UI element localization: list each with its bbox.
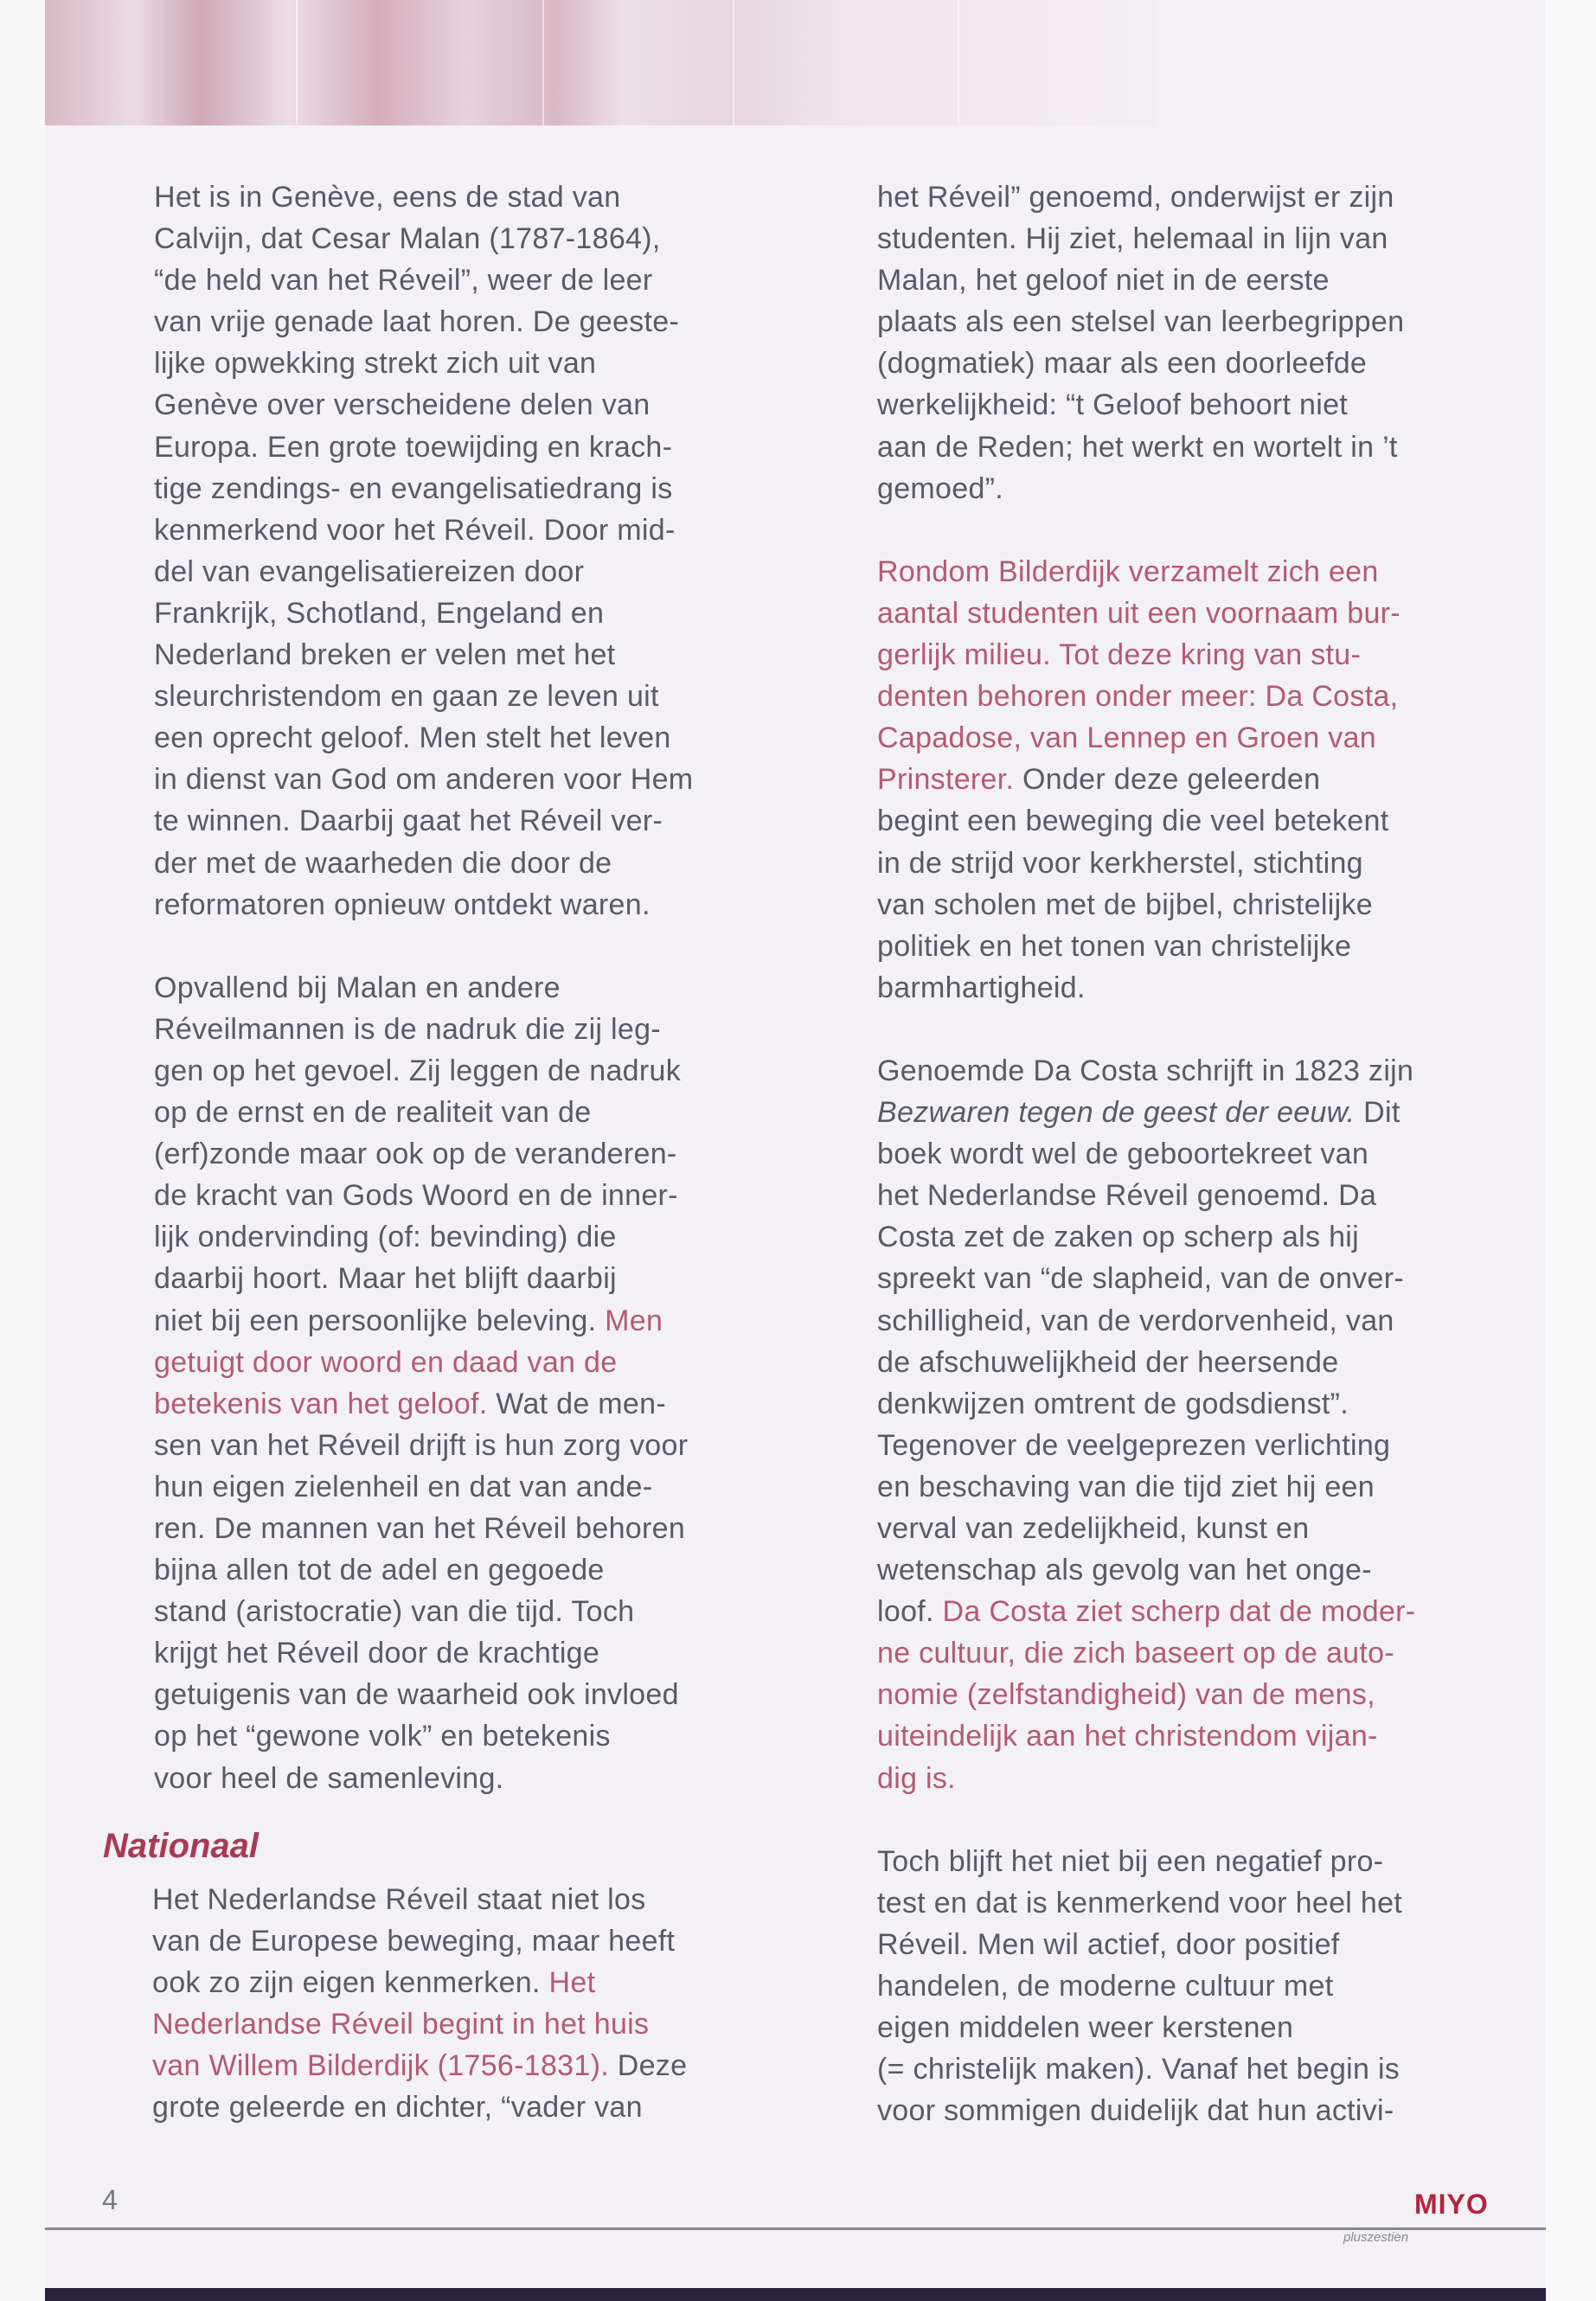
body-text: studenten. Hij ziet, helemaal in lijn van — [877, 222, 1388, 256]
body-text: van de Europese beweging, maar heeft — [152, 1925, 676, 1958]
body-text: verval van zedelijkheid, kunst en — [877, 1512, 1310, 1545]
text-line — [877, 384, 1415, 426]
body-text: Nederland breken er velen met het — [154, 638, 616, 672]
body-text: Costa zet de zaken op scherp als hij — [877, 1221, 1359, 1254]
text-line — [154, 1758, 693, 1799]
text-line — [877, 1758, 1415, 1799]
highlighted-text: getuigt door woord en daad van de — [154, 1345, 618, 1379]
highlighted-text: Capadose, van Lennep en Groen van — [877, 721, 1376, 755]
body-text: getuigenis van de waarheid ook invloed — [154, 1678, 679, 1712]
text-line — [877, 800, 1415, 842]
text-line — [154, 1425, 693, 1466]
body-text: Europa. Een grote toewijding en krach- — [154, 430, 673, 464]
text-line — [154, 676, 693, 717]
text-line — [877, 1591, 1415, 1632]
page-number: 4 — [102, 2184, 118, 2215]
body-text: stand (aristocratie) van die tijd. Toch — [154, 1595, 635, 1629]
body-text: boek wordt wel de geboortekreet van — [877, 1138, 1369, 1171]
body-text: handelen, de moderne cultuur met — [877, 1970, 1334, 2003]
body-text: ook zo zijn eigen kenmerken. — [152, 1966, 549, 2000]
body-text: bijna allen tot de adel en gegoede — [154, 1554, 605, 1587]
text-line — [877, 884, 1415, 926]
body-text: Calvijn, dat Cesar Malan (1787-1864), — [154, 222, 661, 256]
body-text: wetenschap als gevolg van het onge- — [877, 1554, 1372, 1587]
body-text: loof. — [877, 1595, 943, 1629]
text-line — [154, 717, 693, 759]
text-line — [154, 1092, 693, 1133]
body-text: reformatoren opnieuw ontdekt waren. — [154, 888, 651, 921]
body-text: van scholen met de bijbel, christelijke — [877, 888, 1373, 921]
text-line — [154, 967, 693, 1009]
text-line — [152, 2045, 687, 2086]
text-line — [154, 260, 693, 301]
body-text: ren. De mannen van het Réveil behoren — [154, 1512, 686, 1545]
text-line — [154, 800, 693, 842]
text-line — [877, 634, 1415, 676]
text-line — [154, 1632, 693, 1674]
text-line — [154, 1549, 693, 1591]
body-text: Malan, het geloof niet in de eerste — [877, 264, 1330, 298]
body-text: grote geleerde en dichter, “vader van — [152, 2091, 643, 2125]
text-line — [154, 1591, 693, 1632]
highlighted-text: uiteindelijk aan het christendom vijan- — [877, 1720, 1378, 1753]
highlighted-text: Het — [548, 1966, 596, 2000]
text-line — [877, 1674, 1415, 1715]
text-line — [154, 1508, 693, 1549]
magazine-logo-subtitle: pluszestien — [1343, 2230, 1409, 2245]
text-line — [154, 1216, 693, 1258]
right-column-text — [877, 176, 1415, 2131]
text-line — [877, 260, 1415, 301]
body-text: niet bij een persoonlijke beleving. — [154, 1304, 606, 1337]
text-line — [152, 1962, 687, 2003]
text-line — [154, 384, 693, 426]
paragraph-gap — [877, 510, 1415, 551]
body-text: lijk ondervinding (of: bevinding) die — [154, 1221, 617, 1254]
body-text: een oprecht geloof. Men stelt het leven — [154, 721, 671, 755]
text-line — [154, 1050, 693, 1092]
text-line — [154, 1715, 693, 1757]
text-line — [877, 1924, 1415, 1965]
body-text: gen op het gevoel. Zij leggen de nadruk — [154, 1054, 682, 1087]
body-text: daarbij hoort. Maar het blijft daarbij — [154, 1262, 617, 1296]
body-text: werkelijkheid: “t Geloof behoort niet — [877, 388, 1349, 422]
text-line — [154, 1342, 693, 1383]
text-line — [154, 634, 693, 676]
text-line — [877, 1175, 1415, 1216]
text-line — [877, 2048, 1415, 2090]
text-line — [877, 967, 1415, 1009]
text-line — [877, 1549, 1415, 1591]
body-text: sleurchristendom en gaan ze leven uit — [154, 680, 659, 714]
text-line — [877, 551, 1415, 593]
text-line — [154, 510, 693, 551]
body-text: de kracht van Gods Woord en de inner- — [154, 1179, 678, 1213]
paragraph-gap — [877, 1009, 1415, 1050]
highlighted-text: nomie (zelfstandigheid) van de mens, — [877, 1678, 1375, 1712]
body-text: der met de waarheden die door de — [154, 846, 612, 880]
highlighted-text: Nederlandse Réveil begint in het huis — [152, 2008, 650, 2041]
highlighted-text: denten behoren onder meer: Da Costa, — [877, 680, 1399, 714]
body-text: begint een beweging die veel betekent — [877, 804, 1389, 838]
body-text: op het “gewone volk” en betekenis — [154, 1720, 611, 1753]
body-text: te winnen. Daarbij gaat het Réveil ver- — [154, 804, 663, 838]
italic-title: Bezwaren tegen de geest der eeuw. — [877, 1096, 1356, 1130]
text-line — [154, 1175, 693, 1216]
text-line — [877, 1300, 1415, 1342]
text-line — [877, 1632, 1415, 1674]
body-text: het Nederlandse Réveil genoemd. Da — [877, 1179, 1377, 1213]
body-text: Genoemde Da Costa schrijft in 1823 zijn — [877, 1054, 1414, 1087]
text-line — [877, 1841, 1415, 1882]
body-text: (dogmatiek) maar als een doorleefde — [877, 347, 1368, 381]
text-line — [154, 593, 693, 634]
text-line — [152, 1920, 687, 1962]
text-line — [877, 176, 1415, 218]
text-line — [877, 2090, 1415, 2131]
highlighted-text: gerlijk milieu. Tot deze kring van stu- — [877, 638, 1362, 672]
body-text: het Réveil” genoemd, onderwijst er zijn — [877, 181, 1394, 214]
text-line — [877, 1425, 1415, 1466]
body-text: voor sommigen duidelijk dat hun activi- — [877, 2094, 1394, 2128]
body-text: tige zendings- en evangelisatiedrang is — [154, 471, 673, 505]
text-line — [154, 884, 693, 926]
body-text: hun eigen zielenheil en dat van ande- — [154, 1470, 653, 1503]
body-text: Het is in Genève, eens de stad van — [154, 181, 621, 214]
body-text: “de held van het Réveil”, weer de leer — [154, 264, 653, 298]
text-line — [154, 1133, 693, 1175]
text-line — [154, 551, 693, 593]
body-text: plaats als een stelsel van leerbegrippen — [877, 305, 1405, 339]
body-text: (= christelijk maken). Vanaf het begin is — [877, 2053, 1401, 2086]
text-line — [154, 1383, 693, 1425]
text-line — [154, 843, 693, 884]
text-line — [154, 218, 693, 260]
highlighted-text: betekenis van het geloof. — [154, 1387, 488, 1420]
body-text: in dienst van God om anderen voor Hem — [154, 763, 694, 797]
text-line — [877, 1216, 1415, 1258]
body-text: Réveil. Men wil actief, door positief — [877, 1927, 1340, 1961]
text-line — [877, 218, 1415, 260]
body-text: van vrije genade laat horen. De geeste- — [154, 305, 680, 339]
text-line — [877, 676, 1415, 717]
text-line — [154, 1466, 693, 1508]
text-line — [154, 1674, 693, 1715]
magazine-logo: MIYO — [1414, 2189, 1489, 2220]
text-line — [877, 759, 1415, 800]
body-text: Tegenover de veelgeprezen verlichting — [877, 1428, 1391, 1462]
text-line — [154, 426, 693, 468]
text-line — [877, 1882, 1415, 1924]
body-text: Het Nederlandse Réveil staat niet los — [152, 1883, 646, 1916]
body-text: schilligheid, van de verdorvenheid, van — [877, 1304, 1394, 1337]
highlighted-text: Prinsterer. — [877, 763, 1015, 797]
text-line — [154, 1009, 693, 1050]
text-line — [152, 1879, 687, 1920]
body-text: kenmerkend voor het Réveil. Door mid- — [154, 513, 676, 547]
body-text: test en dat is kenmerkend voor heel het — [877, 1886, 1403, 1920]
footer-rule — [45, 2227, 1546, 2230]
text-line — [877, 343, 1415, 384]
body-text: voor heel de samenleving. — [154, 1761, 504, 1795]
body-text: politiek en het tonen van christelijke — [877, 929, 1352, 963]
text-line — [877, 717, 1415, 759]
body-text: (erf)zonde maar ook op de veranderen- — [154, 1138, 677, 1171]
highlighted-text: Rondom Bilderdijk verzamelt zich een — [877, 554, 1379, 588]
text-line — [877, 1383, 1415, 1425]
body-text: Réveilmannen is de nadruk die zij leg- — [154, 1012, 661, 1046]
text-line — [877, 1050, 1415, 1092]
body-text: spreekt van “de slapheid, van de onver- — [877, 1262, 1404, 1296]
text-line — [154, 343, 693, 384]
text-line — [877, 301, 1415, 343]
text-line — [154, 1258, 693, 1299]
text-line — [154, 759, 693, 800]
text-line — [877, 926, 1415, 967]
highlighted-text: aantal studenten uit een voornaam bur- — [877, 596, 1401, 630]
paragraph-gap — [877, 1799, 1415, 1841]
bottom-dark-band — [45, 2288, 1546, 2301]
highlighted-text: Da Costa ziet scherp dat de moder- — [942, 1595, 1416, 1629]
text-line — [152, 2086, 687, 2128]
body-text: del van evangelisatiereizen door — [154, 554, 585, 588]
highlighted-text: van Willem Bilderdijk (1756-1831). — [152, 2049, 609, 2083]
body-text: Frankrijk, Schotland, Engeland en — [154, 596, 605, 630]
text-line — [877, 426, 1415, 468]
text-line — [877, 1965, 1415, 2007]
text-line — [877, 843, 1415, 884]
body-text: Wat de men- — [487, 1387, 666, 1420]
left-column-text — [154, 176, 693, 1799]
body-text: aan de Reden; het werkt en wortelt in ’t — [877, 430, 1398, 464]
text-line — [877, 1258, 1415, 1299]
body-text: eigen middelen weer kerstenen — [877, 2011, 1294, 2045]
page-edge — [1546, 0, 1596, 2301]
body-text: Deze — [608, 2049, 688, 2083]
paragraph-gap — [154, 926, 693, 967]
text-line — [877, 1508, 1415, 1549]
text-line — [877, 1715, 1415, 1757]
text-line — [877, 2007, 1415, 2048]
body-text: Dit — [1355, 1096, 1401, 1130]
body-text: de afschuwelijkheid der heersende — [877, 1345, 1339, 1379]
body-text: denkwijzen omtrent de godsdienst”. — [877, 1387, 1349, 1420]
header-photo-strip — [45, 0, 1155, 125]
section-heading: Nationaal — [103, 1827, 260, 1865]
text-line — [877, 468, 1415, 510]
body-text: in de strijd voor kerkherstel, stichting — [877, 846, 1363, 880]
text-line — [154, 176, 693, 218]
body-text: Opvallend bij Malan en andere — [154, 971, 561, 1004]
body-text: gemoed”. — [877, 471, 1004, 505]
highlighted-text: ne cultuur, die zich baseert op de auto- — [877, 1637, 1394, 1670]
text-line — [152, 2003, 687, 2045]
body-text: sen van het Réveil drijft is hun zorg voor — [154, 1428, 689, 1462]
text-line — [877, 593, 1415, 634]
text-line — [877, 1092, 1415, 1133]
highlighted-text: Men — [605, 1304, 663, 1337]
left-column-text-nationaal — [152, 1879, 687, 2129]
body-text: en beschaving van die tijd ziet hij een — [877, 1470, 1375, 1503]
body-text: Toch blijft het niet bij een negatief pro- — [877, 1844, 1384, 1878]
text-line — [877, 1466, 1415, 1508]
body-text: lijke opwekking strekt zich uit van — [154, 347, 597, 381]
text-line — [154, 1300, 693, 1342]
body-text: Onder deze geleerden — [1014, 763, 1321, 797]
highlighted-text: dig is. — [877, 1761, 956, 1795]
text-line — [154, 468, 693, 510]
body-text: Genève over verscheidene delen van — [154, 388, 651, 422]
text-line — [877, 1133, 1415, 1175]
body-text: barmhartigheid. — [877, 971, 1086, 1004]
text-line — [154, 301, 693, 343]
body-text: op de ernst en de realiteit van de — [154, 1096, 592, 1130]
body-text: krijgt het Réveil door de krachtige — [154, 1637, 600, 1670]
text-line — [877, 1342, 1415, 1383]
